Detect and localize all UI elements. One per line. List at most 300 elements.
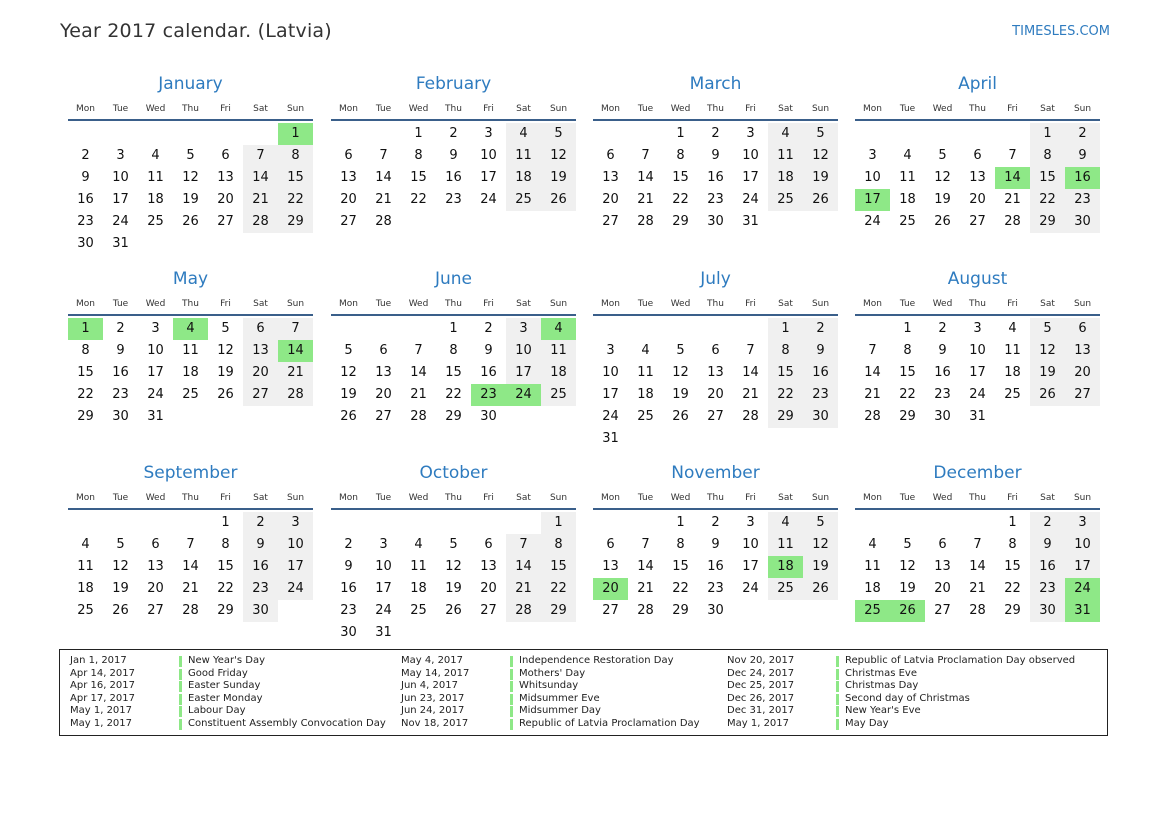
day-cell: 30 bbox=[77, 236, 94, 251]
weekday-header: Mon bbox=[339, 493, 358, 503]
day-cell: 10 bbox=[602, 365, 619, 380]
day-cell: 12 bbox=[1030, 340, 1065, 362]
weekday-header: Fri bbox=[1007, 104, 1018, 114]
day-cell: 1 bbox=[541, 512, 576, 534]
day-cell: 6 bbox=[151, 537, 160, 552]
month-august bbox=[855, 269, 1100, 448]
weekday-header: Tue bbox=[375, 493, 392, 503]
day-cell: 28 bbox=[969, 603, 986, 618]
day-cell: 9 bbox=[803, 340, 838, 362]
day-cell: 14 bbox=[637, 170, 654, 185]
holiday-date: Jun 24, 2017 bbox=[401, 705, 465, 717]
day-cell: 4 bbox=[506, 123, 541, 145]
day-cell: 18 bbox=[77, 581, 94, 596]
day-cell: 7 bbox=[973, 537, 982, 552]
day-cell: 30 bbox=[112, 409, 129, 424]
weekday-header-row bbox=[68, 104, 313, 116]
day-cell: 12 bbox=[934, 170, 951, 185]
weekday-header-row bbox=[593, 299, 838, 311]
day-cell: 9 bbox=[81, 170, 90, 185]
day-cell: 27 bbox=[147, 603, 164, 618]
day-cell: 18 bbox=[182, 365, 199, 380]
day-cell: 17 bbox=[602, 387, 619, 402]
day-cell: 9 bbox=[243, 534, 278, 556]
day-cell: 7 bbox=[186, 537, 195, 552]
day-cell: 19 bbox=[803, 167, 838, 189]
day-cell: 25 bbox=[182, 387, 199, 402]
day-cell: 28 bbox=[243, 211, 278, 233]
day-cell: 27 bbox=[602, 214, 619, 229]
weekday-header: Mon bbox=[601, 299, 620, 309]
day-cell: 9 bbox=[344, 559, 353, 574]
weekday-header: Sun bbox=[1073, 493, 1092, 503]
day-cell: 14 bbox=[864, 365, 881, 380]
holiday-name: Labour Day bbox=[188, 705, 246, 717]
day-cell: 6 bbox=[606, 148, 615, 163]
month-december bbox=[855, 463, 1100, 642]
day-cell: 4 bbox=[641, 343, 650, 358]
day-cell: 12 bbox=[672, 365, 689, 380]
day-cell: 2 bbox=[1030, 512, 1065, 534]
weekday-header: Wed bbox=[670, 299, 691, 309]
weekday-header: Mon bbox=[863, 493, 882, 503]
day-cell: 22 bbox=[672, 192, 689, 207]
weekday-header: Tue bbox=[112, 493, 129, 503]
holiday-marker bbox=[836, 669, 839, 680]
day-cell: 10 bbox=[864, 170, 881, 185]
month-divider bbox=[593, 508, 838, 510]
day-cell: 28 bbox=[1004, 214, 1021, 229]
month-divider bbox=[855, 119, 1100, 121]
day-cell: 11 bbox=[77, 559, 94, 574]
day-cell: 28 bbox=[375, 214, 392, 229]
day-cell: 16 bbox=[934, 365, 951, 380]
day-cell: 1 bbox=[221, 515, 230, 530]
day-cell: 21 bbox=[864, 387, 881, 402]
day-cell: 15 bbox=[278, 167, 313, 189]
weekday-header: Tue bbox=[637, 493, 654, 503]
day-cell: 24 bbox=[147, 387, 164, 402]
month-divider bbox=[68, 314, 313, 316]
weekday-header: Sun bbox=[1073, 299, 1092, 309]
weekday-header: Wed bbox=[408, 299, 429, 309]
day-cell: 4 bbox=[868, 537, 877, 552]
day-cell: 7 bbox=[278, 318, 313, 340]
weekday-header: Sun bbox=[549, 299, 568, 309]
day-cell: 13 bbox=[707, 365, 724, 380]
day-cell: 29 bbox=[672, 603, 689, 618]
day-cell: 19 bbox=[541, 167, 576, 189]
day-cell: 11 bbox=[864, 559, 881, 574]
weekday-header: Thu bbox=[969, 493, 986, 503]
weekday-header: Sun bbox=[549, 493, 568, 503]
day-cell: 6 bbox=[938, 537, 947, 552]
day-cell: 4 bbox=[414, 537, 423, 552]
holiday-day-cell: 17 bbox=[855, 189, 890, 211]
day-cell: 5 bbox=[541, 123, 576, 145]
weekday-header: Sat bbox=[516, 299, 531, 309]
holiday-date: Jun 23, 2017 bbox=[401, 692, 465, 704]
day-cell: 29 bbox=[445, 409, 462, 424]
weekday-header: Tue bbox=[375, 299, 392, 309]
month-name: January bbox=[158, 74, 223, 94]
holiday-marker bbox=[836, 719, 839, 730]
day-cell: 9 bbox=[1065, 145, 1100, 167]
holiday-day-cell: 14 bbox=[278, 340, 313, 362]
day-cell: 26 bbox=[445, 603, 462, 618]
day-cell: 11 bbox=[1004, 343, 1021, 358]
day-cell: 26 bbox=[803, 189, 838, 211]
holiday-date: Dec 24, 2017 bbox=[727, 667, 795, 679]
day-cell: 23 bbox=[340, 603, 357, 618]
day-cell: 20 bbox=[934, 581, 951, 596]
day-cell: 2 bbox=[81, 148, 90, 163]
weekday-header: Mon bbox=[339, 299, 358, 309]
day-cell: 26 bbox=[340, 409, 357, 424]
holiday-marker bbox=[510, 694, 513, 705]
day-cell: 28 bbox=[864, 409, 881, 424]
weekday-header: Thu bbox=[707, 299, 724, 309]
day-cell: 4 bbox=[903, 148, 912, 163]
day-cell: 27 bbox=[934, 603, 951, 618]
day-cell: 1 bbox=[676, 126, 685, 141]
day-cell: 31 bbox=[969, 409, 986, 424]
day-cell: 26 bbox=[182, 214, 199, 229]
day-cell: 3 bbox=[606, 343, 615, 358]
day-cell: 23 bbox=[1065, 189, 1100, 211]
weekday-header: Fri bbox=[745, 104, 756, 114]
month-divider bbox=[593, 314, 838, 316]
weekday-header: Thu bbox=[182, 493, 199, 503]
holiday-date: Dec 25, 2017 bbox=[727, 680, 795, 692]
day-cell: 25 bbox=[899, 214, 916, 229]
day-cell: 6 bbox=[221, 148, 230, 163]
holiday-name: New Year's Eve bbox=[845, 705, 921, 717]
day-cell: 18 bbox=[541, 362, 576, 384]
day-cell: 19 bbox=[217, 365, 234, 380]
day-cell: 25 bbox=[637, 409, 654, 424]
day-cell: 12 bbox=[182, 170, 199, 185]
holiday-day-cell: 31 bbox=[1065, 600, 1100, 622]
month-january bbox=[68, 74, 313, 253]
day-cell: 13 bbox=[340, 170, 357, 185]
day-cell: 11 bbox=[506, 145, 541, 167]
day-cell: 29 bbox=[1004, 603, 1021, 618]
day-cell: 5 bbox=[449, 537, 458, 552]
day-cell: 30 bbox=[707, 214, 724, 229]
day-cell: 25 bbox=[506, 189, 541, 211]
weekday-header: Sat bbox=[778, 104, 793, 114]
day-cell: 10 bbox=[480, 148, 497, 163]
day-cell: 27 bbox=[217, 214, 234, 229]
day-cell: 8 bbox=[221, 537, 230, 552]
day-cell: 16 bbox=[480, 365, 497, 380]
day-cell: 24 bbox=[375, 603, 392, 618]
weekday-header-row bbox=[331, 299, 576, 311]
holiday-name: Midsummer Day bbox=[519, 705, 601, 717]
day-cell: 21 bbox=[506, 578, 541, 600]
day-cell: 21 bbox=[410, 387, 427, 402]
day-cell: 2 bbox=[449, 126, 458, 141]
day-cell: 2 bbox=[484, 321, 493, 336]
holiday-marker bbox=[179, 719, 182, 730]
day-cell: 27 bbox=[969, 214, 986, 229]
day-cell: 28 bbox=[410, 409, 427, 424]
day-cell: 3 bbox=[379, 537, 388, 552]
holiday-date: Apr 17, 2017 bbox=[70, 692, 136, 704]
day-cell: 4 bbox=[81, 537, 90, 552]
holiday-marker bbox=[510, 719, 513, 730]
day-cell: 26 bbox=[1030, 384, 1065, 406]
month-name: April bbox=[958, 74, 997, 94]
weekday-header: Mon bbox=[339, 104, 358, 114]
month-name: September bbox=[143, 463, 238, 483]
holiday-marker bbox=[510, 681, 513, 692]
day-cell: 5 bbox=[803, 512, 838, 534]
day-cell: 15 bbox=[541, 556, 576, 578]
day-cell: 22 bbox=[768, 384, 803, 406]
day-cell: 23 bbox=[1030, 578, 1065, 600]
day-cell: 15 bbox=[899, 365, 916, 380]
holiday-day-cell: 23 bbox=[471, 384, 506, 406]
day-cell: 21 bbox=[182, 581, 199, 596]
day-cell: 30 bbox=[707, 603, 724, 618]
weekday-header: Sat bbox=[516, 493, 531, 503]
day-cell: 4 bbox=[1008, 321, 1017, 336]
day-cell: 13 bbox=[1065, 340, 1100, 362]
day-cell: 23 bbox=[934, 387, 951, 402]
day-cell: 16 bbox=[707, 559, 724, 574]
holiday-day-cell: 24 bbox=[1065, 578, 1100, 600]
day-cell: 2 bbox=[243, 512, 278, 534]
day-cell: 24 bbox=[480, 192, 497, 207]
day-cell: 21 bbox=[637, 192, 654, 207]
day-cell: 5 bbox=[938, 148, 947, 163]
day-cell: 26 bbox=[541, 189, 576, 211]
holiday-name: Constituent Assembly Convocation Day bbox=[188, 717, 386, 729]
weekday-header: Thu bbox=[707, 104, 724, 114]
day-cell: 6 bbox=[344, 148, 353, 163]
day-cell: 25 bbox=[410, 603, 427, 618]
day-cell: 4 bbox=[151, 148, 160, 163]
day-cell: 5 bbox=[803, 123, 838, 145]
weekday-header: Wed bbox=[932, 299, 953, 309]
day-cell: 7 bbox=[243, 145, 278, 167]
day-cell: 10 bbox=[1065, 534, 1100, 556]
day-cell: 8 bbox=[1030, 145, 1065, 167]
day-cell: 28 bbox=[278, 384, 313, 406]
day-cell: 14 bbox=[637, 559, 654, 574]
weekday-header: Sat bbox=[1040, 299, 1055, 309]
day-cell: 7 bbox=[746, 343, 755, 358]
day-cell: 14 bbox=[182, 559, 199, 574]
holiday-marker bbox=[179, 681, 182, 692]
day-cell: 22 bbox=[217, 581, 234, 596]
day-cell: 11 bbox=[147, 170, 164, 185]
month-divider bbox=[68, 508, 313, 510]
day-cell: 17 bbox=[147, 365, 164, 380]
day-cell: 7 bbox=[414, 343, 423, 358]
holiday-marker bbox=[179, 656, 182, 667]
weekday-header: Sun bbox=[1073, 104, 1092, 114]
weekday-header-row bbox=[68, 493, 313, 505]
day-cell: 5 bbox=[186, 148, 195, 163]
day-cell: 13 bbox=[147, 559, 164, 574]
day-cell: 17 bbox=[480, 170, 497, 185]
month-november bbox=[593, 463, 838, 642]
weekday-header: Sat bbox=[253, 299, 268, 309]
holiday-day-cell: 18 bbox=[768, 556, 803, 578]
day-cell: 10 bbox=[375, 559, 392, 574]
day-cell: 15 bbox=[445, 365, 462, 380]
month-march bbox=[593, 74, 838, 253]
day-cell: 7 bbox=[379, 148, 388, 163]
weekday-header: Wed bbox=[145, 299, 166, 309]
holiday-day-cell: 25 bbox=[855, 600, 890, 622]
day-cell: 3 bbox=[1065, 512, 1100, 534]
day-cell: 1 bbox=[449, 321, 458, 336]
weekday-header: Sun bbox=[811, 104, 830, 114]
weekday-header: Tue bbox=[375, 104, 392, 114]
day-cell: 18 bbox=[864, 581, 881, 596]
holiday-name: Whitsunday bbox=[519, 680, 579, 692]
holiday-date: Jan 1, 2017 bbox=[70, 655, 127, 666]
day-cell: 3 bbox=[151, 321, 160, 336]
day-cell: 3 bbox=[746, 515, 755, 530]
day-cell: 9 bbox=[484, 343, 493, 358]
day-cell: 10 bbox=[742, 537, 759, 552]
day-cell: 30 bbox=[480, 409, 497, 424]
holiday-day-cell: 16 bbox=[1065, 167, 1100, 189]
weekday-header: Sun bbox=[811, 493, 830, 503]
day-cell: 15 bbox=[672, 559, 689, 574]
day-cell: 17 bbox=[375, 581, 392, 596]
day-cell: 30 bbox=[340, 625, 357, 640]
day-cell: 12 bbox=[445, 559, 462, 574]
day-cell: 24 bbox=[278, 578, 313, 600]
day-cell: 8 bbox=[1008, 537, 1017, 552]
day-cell: 19 bbox=[112, 581, 129, 596]
day-cell: 28 bbox=[742, 409, 759, 424]
day-cell: 13 bbox=[375, 365, 392, 380]
day-cell: 2 bbox=[1065, 123, 1100, 145]
day-cell: 12 bbox=[541, 145, 576, 167]
day-cell: 2 bbox=[938, 321, 947, 336]
month-divider bbox=[593, 119, 838, 121]
site-link[interactable]: TIMESLES.COM bbox=[1012, 24, 1110, 39]
day-cell: 16 bbox=[1030, 556, 1065, 578]
day-cell: 4 bbox=[768, 512, 803, 534]
day-cell: 14 bbox=[969, 559, 986, 574]
day-cell: 8 bbox=[81, 343, 90, 358]
day-cell: 29 bbox=[768, 406, 803, 428]
day-cell: 20 bbox=[707, 387, 724, 402]
day-cell: 26 bbox=[934, 214, 951, 229]
day-cell: 28 bbox=[182, 603, 199, 618]
weekday-header: Mon bbox=[601, 104, 620, 114]
weekday-header: Mon bbox=[601, 493, 620, 503]
day-cell: 13 bbox=[969, 170, 986, 185]
day-cell: 11 bbox=[637, 365, 654, 380]
month-divider bbox=[855, 508, 1100, 510]
weekday-header-row bbox=[855, 493, 1100, 505]
weekday-header: Mon bbox=[863, 104, 882, 114]
day-cell: 30 bbox=[243, 600, 278, 622]
day-cell: 12 bbox=[340, 365, 357, 380]
day-cell: 23 bbox=[803, 384, 838, 406]
day-cell: 17 bbox=[1065, 556, 1100, 578]
day-cell: 1 bbox=[676, 515, 685, 530]
weekday-header: Wed bbox=[670, 493, 691, 503]
day-cell: 11 bbox=[410, 559, 427, 574]
day-cell: 24 bbox=[969, 387, 986, 402]
day-cell: 12 bbox=[217, 343, 234, 358]
weekday-header-row bbox=[68, 299, 313, 311]
day-cell: 19 bbox=[672, 387, 689, 402]
weekday-header: Thu bbox=[707, 493, 724, 503]
weekday-header: Wed bbox=[932, 493, 953, 503]
day-cell: 29 bbox=[1030, 211, 1065, 233]
holiday-name: Easter Monday bbox=[188, 692, 263, 704]
day-cell: 31 bbox=[112, 236, 129, 251]
day-cell: 19 bbox=[445, 581, 462, 596]
day-cell: 22 bbox=[1030, 189, 1065, 211]
weekday-header: Thu bbox=[445, 104, 462, 114]
day-cell: 29 bbox=[899, 409, 916, 424]
day-cell: 30 bbox=[934, 409, 951, 424]
day-cell: 26 bbox=[803, 578, 838, 600]
weekday-header: Fri bbox=[220, 493, 231, 503]
month-divider bbox=[331, 314, 576, 316]
weekday-header: Thu bbox=[969, 104, 986, 114]
day-cell: 25 bbox=[77, 603, 94, 618]
weekday-header: Thu bbox=[182, 299, 199, 309]
month-february bbox=[331, 74, 576, 253]
day-cell: 29 bbox=[672, 214, 689, 229]
day-cell: 14 bbox=[506, 556, 541, 578]
day-cell: 17 bbox=[742, 559, 759, 574]
day-cell: 22 bbox=[541, 578, 576, 600]
day-cell: 24 bbox=[112, 214, 129, 229]
day-cell: 18 bbox=[637, 387, 654, 402]
weekday-header: Sun bbox=[286, 104, 305, 114]
day-cell: 23 bbox=[243, 578, 278, 600]
day-cell: 18 bbox=[768, 167, 803, 189]
day-cell: 31 bbox=[147, 409, 164, 424]
day-cell: 27 bbox=[602, 603, 619, 618]
holiday-marker bbox=[179, 669, 182, 680]
weekday-header-row bbox=[855, 299, 1100, 311]
weekday-header: Thu bbox=[445, 493, 462, 503]
day-cell: 18 bbox=[147, 192, 164, 207]
weekday-header: Fri bbox=[745, 299, 756, 309]
day-cell: 29 bbox=[278, 211, 313, 233]
day-cell: 15 bbox=[1030, 167, 1065, 189]
day-cell: 31 bbox=[602, 431, 619, 446]
day-cell: 31 bbox=[375, 625, 392, 640]
day-cell: 20 bbox=[1065, 362, 1100, 384]
month-june bbox=[331, 269, 576, 448]
weekday-header: Sun bbox=[286, 299, 305, 309]
day-cell: 11 bbox=[541, 340, 576, 362]
holiday-date: Apr 14, 2017 bbox=[70, 667, 136, 679]
day-cell: 1 bbox=[414, 126, 423, 141]
weekday-header: Wed bbox=[408, 104, 429, 114]
day-cell: 24 bbox=[864, 214, 881, 229]
weekday-header: Tue bbox=[637, 299, 654, 309]
day-cell: 15 bbox=[217, 559, 234, 574]
day-cell: 2 bbox=[711, 515, 720, 530]
